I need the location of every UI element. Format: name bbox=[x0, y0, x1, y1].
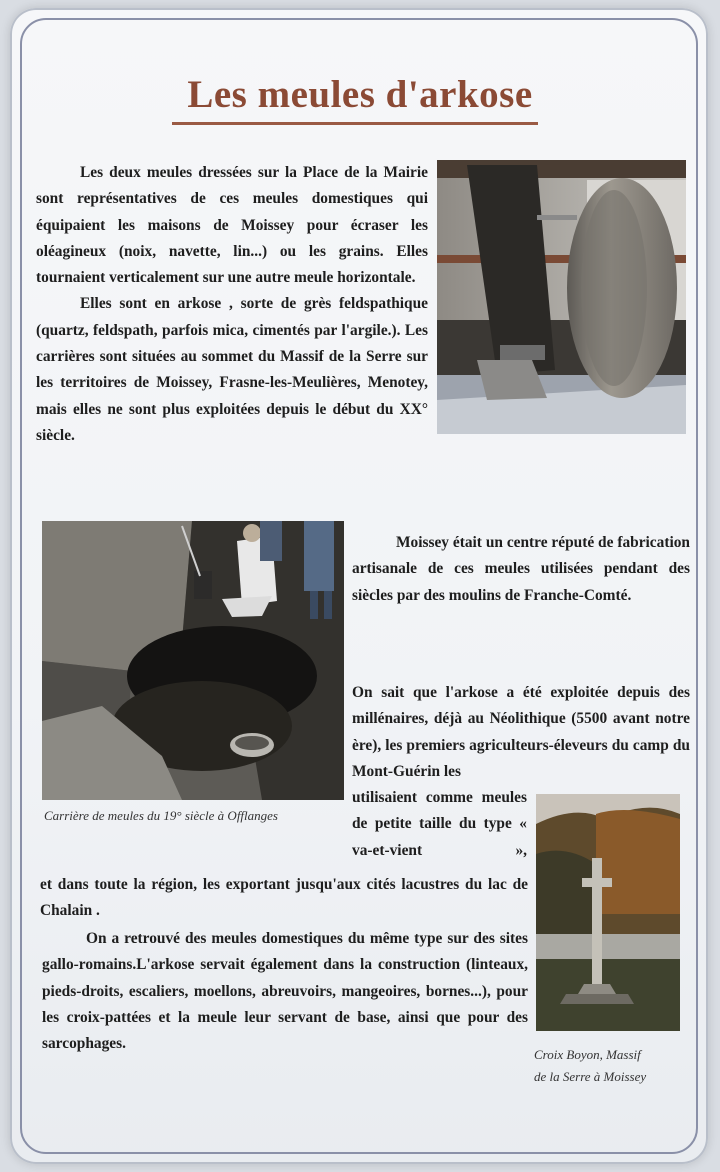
page-title: Les meules d'arkose bbox=[187, 73, 533, 116]
paragraph-4b bbox=[352, 785, 527, 864]
title-underline bbox=[172, 122, 538, 125]
paragraph-4c-text: et dans toute la région, les exportant jusqu'aux cités lacustres du lac de Chalain . bbox=[40, 876, 528, 920]
paragraph-1: Les deux meules dressées sur la Place de la Mairie sont représentatives de ces meules domestiques qui équipaient les maisons de Moissey pour écraser les oléagineux (noix, navette, lin...) ou les grains. Elles tournaient verticalement sur une autre meule horizontale. bbox=[36, 164, 428, 287]
paragraph-4a-text: On sait que l'arkose a été exploitée depuis des millénaires, déjà au Néolithique (5500 avant notre ère), les premiers agriculteurs-éleveurs du camp du Mont-Guérin les bbox=[352, 684, 690, 780]
cross-caption bbox=[534, 1044, 694, 1088]
paragraph-4b-text: utilisaient comme meules de petite taille du type « va-et-vient », bbox=[352, 789, 527, 859]
photo-quarry bbox=[42, 521, 344, 800]
paragraph-4c bbox=[40, 872, 528, 925]
cross-caption-line1: Croix Boyon, Massif bbox=[534, 1047, 641, 1062]
paragraph-5-text: On a retrouvé des meules domestiques du même type sur des sites gallo-romains.L'arkose servait également dans la construction (linteaux, pieds-droits, escaliers, moellons, abreuvoirs, mangeoires, bornes...), pour les croix-pattées et la meule leur servant de base, ainsi que pour des sarcophages. bbox=[42, 930, 528, 1053]
paragraph-3 bbox=[352, 530, 690, 609]
paragraph-2: Elles sont en arkose , sorte de grès feldspathique (quartz, feldspath, parfois mica, cimentés par l'argile.). Les carrières sont situées au sommet du Massif de la Serre sur les territoires de Moissey, Frasne-les-Meulières, Menotey, mais elles ne sont plus exploitées depuis le début du XX° siècle. bbox=[36, 295, 428, 444]
paragraph-4a bbox=[352, 680, 690, 785]
photo-stone-cross bbox=[536, 794, 680, 1031]
paragraph-5 bbox=[42, 926, 528, 1057]
quarry-caption: Carrière de meules du 19° siècle à Offlanges bbox=[44, 808, 278, 823]
photo-millstones bbox=[437, 160, 686, 434]
paragraph-3-text: Moissey était un centre réputé de fabrication artisanale de ces meules utilisées pendant des siècles par des moulins de Franche-Comté. bbox=[352, 534, 690, 604]
cross-caption-line2: de la Serre à Moissey bbox=[534, 1069, 647, 1084]
intro-text bbox=[36, 160, 428, 449]
